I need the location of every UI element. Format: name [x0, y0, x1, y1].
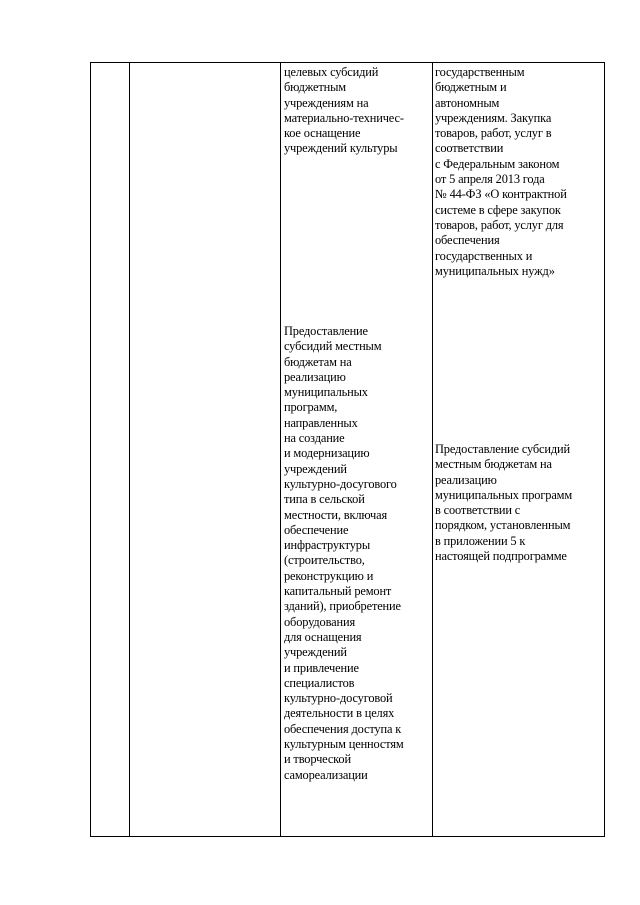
column-divider-3	[432, 63, 433, 836]
document-table	[90, 62, 605, 837]
column-divider-2	[280, 63, 281, 836]
cell-measure-subsidies: Предоставление субсидий местным бюджетам на реализацию муниципальных программ, направленных на создание и модернизацию учреждений культурно-досугового типа в сельской местности, включая обеспечение инфраструктуры (строительство, реконструкцию и капитальный ремонт зданий), приобретение оборудования для оснащения учреждений и привлечение специалистов культурно-досуговой деятельности в целях обеспечения доступа к культурным ценностям и творческой самореализации	[284, 324, 404, 782]
column-divider-1	[129, 63, 130, 836]
cell-measure-continued: целевых субсидий бюджетным учреждениям на материально-техничес- кое оснащение учреждений культуры	[284, 65, 404, 156]
cell-mechanism-continued: государственным бюджетным и автономным учреждениям. Закупка товаров, работ, услуг в соответствии с Федеральным законом от 5 апреля 2013 года № 44-ФЗ «О контрактной системе в сфере закупок товаров, работ, услуг для обеспечения государственных и муниципальных нужд»	[435, 65, 567, 278]
cell-mechanism-subsidies: Предоставление субсидий местным бюджетам на реализацию муниципальных программ в соответствии с порядком, установленным в приложении 5 к настоящей подпрограмме	[435, 442, 573, 564]
